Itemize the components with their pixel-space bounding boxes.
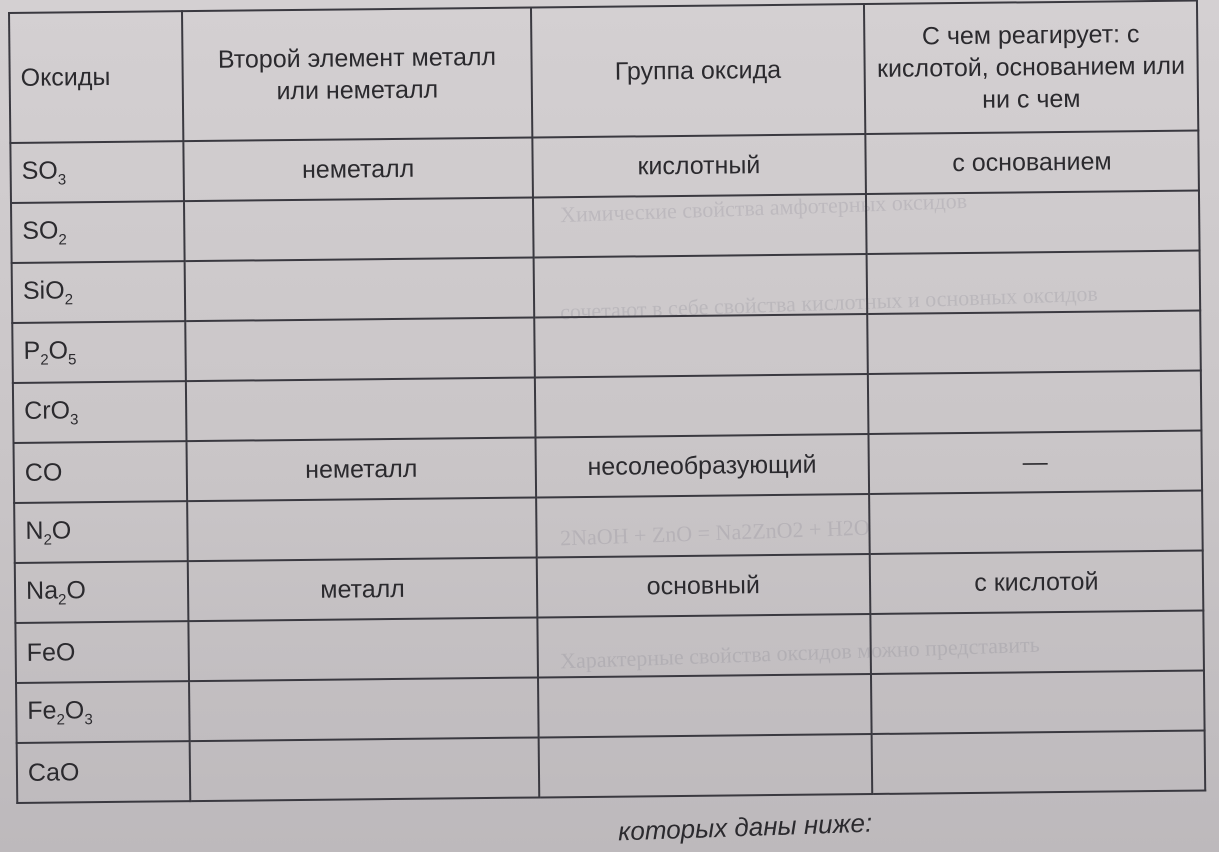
reacts-with-cell (871, 731, 1205, 794)
header-reacts-with: С чем реагирует: с кислотой, основанием или ни с чем (864, 1, 1199, 134)
table-row (17, 731, 1206, 803)
oxide-group-cell (537, 614, 871, 677)
header-second-element: Второй элемент металл или неметалл (182, 8, 532, 142)
oxide-formula: CrO$_3$ (13, 381, 187, 443)
oxide-group-cell (538, 674, 872, 737)
reacts-with-cell: — (868, 431, 1202, 494)
oxide-formula: $SO_2$ (11, 201, 185, 263)
header-oxide-group: Группа оксида (531, 4, 865, 137)
bleed-through-text: 2NaOH + ZnO = Na2ZnO2 + H2O (559, 514, 871, 551)
reacts-with-cell (867, 311, 1201, 374)
bleed-through-text: сочетают в себе свойства кислотных и основных оксидов (559, 280, 1099, 325)
oxide-formula: SiO$_2$ (12, 261, 186, 323)
second-element-cell: неметалл (187, 438, 536, 502)
second-element-cell (189, 617, 538, 681)
oxide-group-cell: несолеобразующий (535, 434, 869, 497)
reacts-with-cell (869, 491, 1203, 554)
oxide-group-cell (538, 734, 872, 797)
reacts-with-cell (866, 191, 1200, 254)
reacts-with-cell: с кислотой (869, 551, 1203, 614)
reacts-with-cell (868, 371, 1202, 434)
reacts-with-cell (866, 251, 1200, 314)
second-element-cell (186, 378, 535, 442)
oxides-table (8, 0, 1206, 804)
oxide-group-cell (535, 374, 869, 437)
footer-text: которых даны ниже: (617, 807, 873, 847)
oxide-group-cell (533, 194, 867, 257)
reacts-with-cell (870, 611, 1204, 674)
second-element-cell (187, 497, 536, 561)
oxide-formula: $P_2O_5$ (12, 321, 186, 383)
oxide-formula: $N_2O$ (14, 501, 188, 563)
oxide-group-cell (534, 314, 868, 377)
second-element-cell (190, 737, 539, 801)
oxide-formula: $Fe_2O_3$ (16, 681, 190, 743)
oxide-group-cell: основный (536, 554, 870, 617)
oxide-formula: FeO (15, 621, 189, 683)
second-element-cell: неметалл (184, 138, 533, 202)
oxide-group-cell (533, 254, 867, 317)
bleed-through-text: Химические свойства амфотерных оксидов (559, 187, 968, 228)
second-element-cell (189, 677, 538, 741)
oxide-group-cell: кислотный (532, 134, 866, 197)
oxide-formula: $Na_2O$ (15, 561, 189, 623)
reacts-with-cell: с основанием (865, 131, 1199, 194)
reacts-with-cell (871, 671, 1205, 734)
oxide-formula: CO (14, 441, 188, 503)
second-element-cell (185, 318, 534, 382)
oxide-formula: $SO_3$ (10, 141, 184, 203)
second-element-cell (184, 198, 533, 262)
header-oxides: Оксиды (9, 11, 184, 143)
table-header-row (9, 1, 1198, 143)
oxide-group-cell (536, 494, 870, 557)
second-element-cell (185, 258, 534, 322)
second-element-cell: металл (188, 557, 537, 621)
bleed-through-text: Характерные свойства оксидов можно представить (559, 631, 1041, 674)
oxide-formula: CaO (17, 741, 191, 803)
